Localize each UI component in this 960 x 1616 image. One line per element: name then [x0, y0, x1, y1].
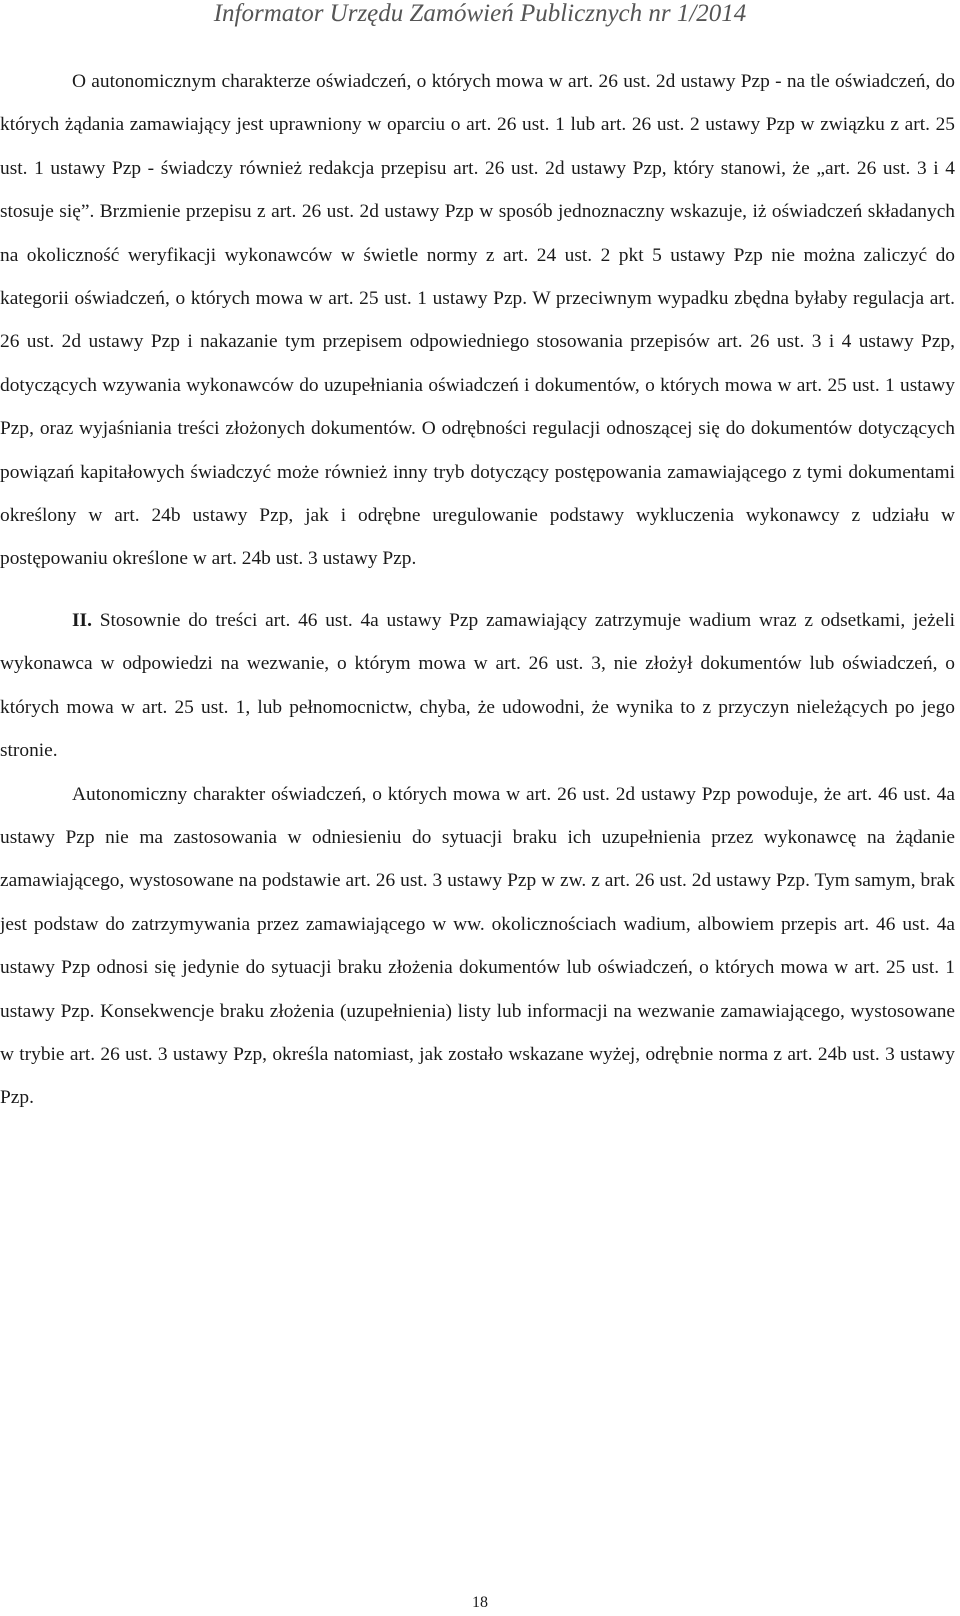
paragraph-1: O autonomicznym charakterze oświadczeń, o których mowa w art. 26 ust. 2d ustawy Pzp - na tle oświadczeń, do których żądania zamawiający jest uprawniony w oparciu o art. 26 ust. 1 lub art. 26 ust. 2 ustawy Pzp w związku z art. 25 ust. 1 ustawy Pzp - świadczy również redakcja przepisu art. 26 ust. 2d ustawy Pzp, który stanowi, że „art. 26 ust. 3 i 4 stosuje się”. Brzmienie przepisu z art. 26 ust. 2d ustawy Pzp w sposób jednoznaczny wskazuje, iż oświadczeń składanych na okoliczność weryfikacji wykonawców w świetle normy z art. 24 ust. 2 pkt 5 ustawy Pzp nie można zaliczyć do kategorii oświadczeń, o których mowa w art. 25 ust. 1 ustawy Pzp. W przeciwnym wypadku zbędna byłaby regulacja art. 26 ust. 2d ustawy Pzp i nakazanie tym przepisem odpowiedniego stosowania przepisów art. 26 ust. 3 i 4 ustawy Pzp, dotyczących wzywania wykonawców do uzupełniania oświadczeń i dokumentów, o których mowa w art. 25 ust. 1 ustawy Pzp, oraz wyjaśniania treści złożonych dokumentów. O odrębności regulacji odnoszącej się do dokumentów dotyczących powiązań kapitałowych świadczyć może również inny tryb dotyczący postępowania zamawiającego z tymi dokumentami określony w art. 24b ustawy Pzp, jak i odrębne uregulowanie podstawy wykluczenia wykonawcy z udziału w postępowaniu określone w art. 24b ust. 3 ustawy Pzp. [0, 71, 955, 570]
paragraph-2 [0, 599, 955, 773]
paragraph-3: Autonomiczny charakter oświadczeń, o których mowa w art. 26 ust. 2d ustawy Pzp powoduje, że art. 46 ust. 4a ustawy Pzp nie ma zastosowania w odniesieniu do sytuacji braku ich uzupełnienia przez wykonawcę na żądanie zamawiającego, wystosowane na podstawie art. 26 ust. 3 ustawy Pzp w zw. z art. 26 ust. 2d ustawy Pzp. Tym samym, brak jest podstaw do zatrzymywania przez zamawiającego w ww. okolicznościach wadium, albowiem przepis art. 46 ust. 4a ustawy Pzp odnosi się jedynie do sytuacji braku złożenia dokumentów lub oświadczeń, o których mowa w art. 25 ust. 1 ustawy Pzp. Konsekwencje braku złożenia (uzupełnienia) listy lub informacji na wezwanie zamawiającego, wystosowane w trybie art. 26 ust. 3 ustawy Pzp, określa natomiast, jak zostało wskazane wyżej, odrębnie norma z art. 24b ust. 3 ustawy Pzp. [0, 783, 955, 1109]
paragraph-2-text: Stosownie do treści art. 46 ust. 4a ustawy Pzp zamawiający zatrzymuje wadium wraz z odsetkami, jeżeli wykonawca w odpowiedzi na wezwanie, o którym mowa w art. 26 ust. 3, nie złożył dokumentów lub oświadczeń, o których mowa w art. 25 ust. 1, lub pełnomocnictw, chyba, że udowodni, że wynika to z przyczyn nieleżących po jego stronie. [0, 609, 955, 762]
running-header: Informator Urzędu Zamówień Publicznych nr 1/2014 [213, 0, 747, 27]
page-number: 18 [472, 1594, 488, 1611]
section-number: II. [72, 609, 92, 631]
document-body [0, 60, 955, 1120]
